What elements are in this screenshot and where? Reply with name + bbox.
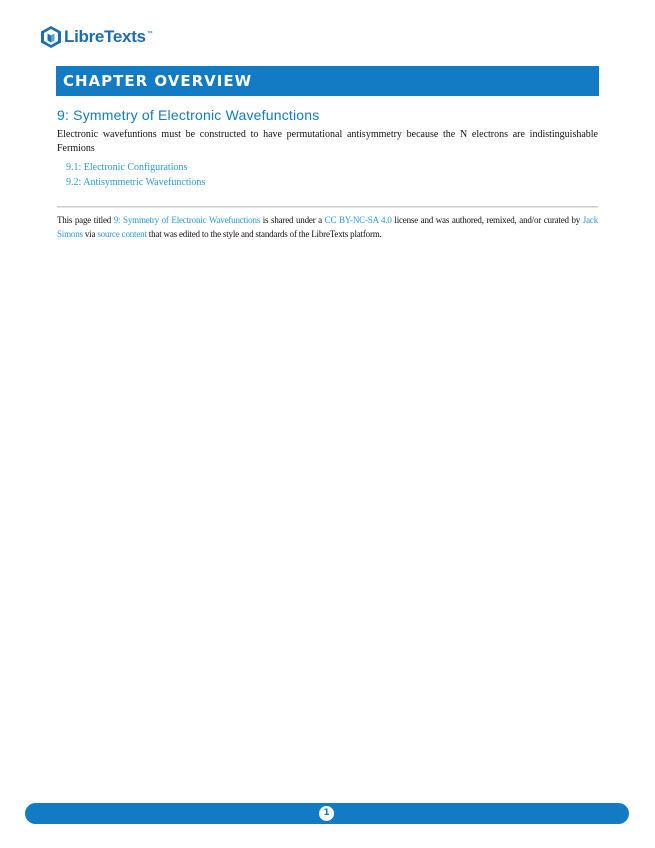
- chapter-description: Electronic wavefuntions must be constructed to have permutational antisymmetry because the N electrons are indistinguishable Fermions: [57, 129, 598, 154]
- page-title-link[interactable]: 9: Symmetry of Electronic Wavefunctions: [113, 215, 261, 225]
- section-list: [66, 160, 205, 190]
- author-link[interactable]: Jack Simons: [57, 215, 598, 239]
- source-content-link[interactable]: source content: [97, 229, 147, 239]
- logo-text: LibreTexts: [64, 27, 146, 46]
- license-statement: [57, 213, 598, 241]
- divider: [57, 206, 598, 208]
- license-suffix: that was edited to the style and standards of the LibreTexts platform.: [146, 229, 382, 239]
- license-text-1: is shared under a: [260, 215, 325, 225]
- libretexts-logo[interactable]: [40, 24, 153, 50]
- chapter-title: 9: Symmetry of Electronic Wavefunctions: [57, 107, 320, 123]
- section-link-9-1[interactable]: 9.1: Electronic Configurations: [66, 162, 188, 173]
- footer-bar: [25, 803, 629, 824]
- license-text-3: via: [82, 229, 98, 239]
- license-link[interactable]: CC BY-NC-SA 4.0: [324, 215, 392, 225]
- license-text-2: license and was authored, remixed, and/or curated by: [391, 215, 583, 225]
- chapter-overview-banner: CHAPTER OVERVIEW: [56, 66, 599, 96]
- logo-trademark: ™: [146, 31, 153, 37]
- section-link-9-2[interactable]: 9.2: Antisymmetric Wavefunctions: [66, 177, 206, 188]
- libretexts-logo-icon: [40, 25, 62, 49]
- page-number-badge: 1: [319, 806, 334, 821]
- license-prefix: This page titled: [57, 215, 114, 225]
